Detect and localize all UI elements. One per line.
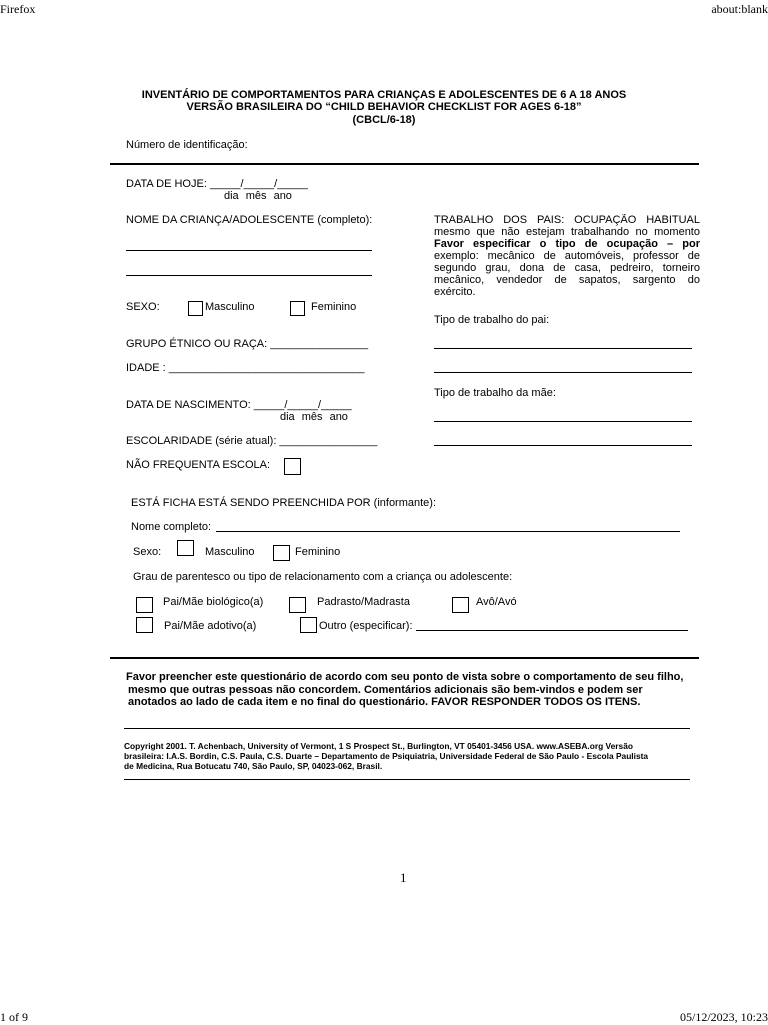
instructions-bottom-rule <box>124 728 690 729</box>
mother-work-line-1[interactable] <box>434 421 692 422</box>
child-name-label: NOME DA CRIANÇA/ADOLESCENTE (completo): <box>126 214 373 226</box>
form-title-line2: VERSÃO BRASILEIRA DO “CHILD BEHAVIOR CHECKLIST FOR AGES 6-18” <box>186 101 582 113</box>
sex-male-label: Masculino <box>205 301 255 313</box>
id-number-label: Número de identificação: <box>126 139 248 151</box>
child-name-line-2[interactable] <box>126 275 372 276</box>
other-relation-label: Outro (especificar): <box>319 620 413 632</box>
informant-name-line[interactable] <box>216 531 680 532</box>
parents-work-line-4: exemplo: mecânico de automóveis, professor de <box>434 250 700 262</box>
informant-male-checkbox[interactable] <box>177 540 194 556</box>
parents-work-line-6: mecânico, vendedor de sapatos, sargento do <box>434 274 700 286</box>
father-work-label: Tipo de trabalho do pai: <box>434 314 550 326</box>
mother-work-line-2[interactable] <box>434 445 692 446</box>
browser-url: about:blank <box>711 2 768 16</box>
instructions-line1: Favor preencher este questionário de acordo com seu ponto de vista sobre o comportamento de seu filho, <box>126 671 684 683</box>
ethnic-group-field[interactable]: GRUPO ÉTNICO OU RAÇA: ________________ <box>126 338 369 350</box>
informant-male-label: Masculino <box>205 546 255 558</box>
sex-female-label: Feminino <box>311 301 357 313</box>
browser-app-name: Firefox <box>0 2 36 16</box>
informant-female-checkbox[interactable] <box>273 545 290 561</box>
step-parent-checkbox[interactable] <box>289 597 306 613</box>
parents-work-line-2: mesmo que não estejam trabalhando no momento <box>434 226 700 238</box>
grandparent-checkbox[interactable] <box>452 597 469 613</box>
informant-heading: ESTÁ FICHA ESTÁ SENDO PREENCHIDA POR (informante): <box>131 497 437 509</box>
other-relation-checkbox[interactable] <box>300 617 317 633</box>
bio-parent-checkbox[interactable] <box>136 597 153 613</box>
print-timestamp: 05/12/2023, 10:23 <box>679 1010 768 1024</box>
parents-work-line-1: TRABALHO DOS PAIS: OCUPAÇÃO HABITUAL <box>434 214 700 226</box>
informant-sex-label: Sexo: <box>133 546 162 558</box>
sex-male-checkbox[interactable] <box>188 301 203 316</box>
parents-work-instructions <box>434 214 700 298</box>
parents-work-line-3: Favor especificar o tipo de ocupação – por <box>434 238 700 250</box>
age-field[interactable]: IDADE : ________________________________ <box>126 362 365 374</box>
page-counter: 1 of 9 <box>0 1010 28 1024</box>
form-title-line3: (CBCL/6-18) <box>352 114 416 126</box>
no-school-label: NÃO FREQUENTA ESCOLA: <box>126 459 271 471</box>
sex-label: SEXO: <box>126 301 160 313</box>
copyright-bottom-rule <box>124 779 690 780</box>
father-work-line-1[interactable] <box>434 348 692 349</box>
form-title-line1: INVENTÁRIO DE COMPORTAMENTOS PARA CRIANÇAS E ADOLESCENTES DE 6 A 18 ANOS <box>141 89 627 101</box>
page-number: 1 <box>400 870 407 885</box>
copyright-line1: Copyright 2001. T. Achenbach, University of Vermont, 1 S Prospect St., Burlington, VT 05401-3456 USA. www.ASEBA.org Versão <box>124 741 633 751</box>
mother-work-label: Tipo de trabalho da mãe: <box>434 387 556 399</box>
informant-female-label: Feminino <box>295 546 341 558</box>
copyright-line2: brasileira: I.A.S. Bordin, C.S. Paula, C.S. Duarte – Departamento de Psiquiatria, Universidade Federal de São Paulo - Escola Paulista <box>124 751 649 761</box>
date-today-sublabels: dia mês ano <box>224 190 292 202</box>
no-school-checkbox[interactable] <box>284 458 301 475</box>
instructions-line2: mesmo que outras pessoas não concordem. Comentários adicionais são bem-vindos e podem ser <box>128 684 643 696</box>
instructions-line3: anotados ao lado de cada item e no final do questionário. FAVOR RESPONDER TODOS OS ITENS. <box>128 696 641 708</box>
relation-label: Grau de parentesco ou tipo de relacionamento com a criança ou adolescente: <box>133 571 513 583</box>
parents-work-line-7: exército. <box>434 286 476 298</box>
copyright-line3: de Medicina, Rua Botucatu 740, São Paulo, SP, 04023-062, Brasil. <box>124 761 383 771</box>
other-relation-line[interactable] <box>416 630 688 631</box>
school-grade-field[interactable]: ESCOLARIDADE (série atual): ________________ <box>126 435 378 447</box>
date-today-field[interactable]: DATA DE HOJE: _____/_____/_____ <box>126 178 308 190</box>
grandparent-label: Avô/Avó <box>476 596 517 608</box>
adoptive-parent-label: Pai/Mãe adotivo(a) <box>164 620 257 632</box>
birth-date-sublabels: dia mês ano <box>280 411 348 423</box>
step-parent-label: Padrasto/Madrasta <box>317 596 410 608</box>
father-work-line-2[interactable] <box>434 372 692 373</box>
birth-date-field[interactable]: DATA DE NASCIMENTO: _____/_____/_____ <box>126 399 352 411</box>
section-divider <box>110 163 699 165</box>
informant-name-label: Nome completo: <box>131 521 212 533</box>
child-name-line-1[interactable] <box>126 250 372 251</box>
parents-work-line-5: segundo grau, dona de casa, pedreiro, torneiro <box>434 262 700 274</box>
bio-parent-label: Pai/Mãe biológico(a) <box>163 596 264 608</box>
adoptive-parent-checkbox[interactable] <box>136 617 153 633</box>
instructions-divider <box>110 657 699 659</box>
sex-female-checkbox[interactable] <box>290 301 305 316</box>
